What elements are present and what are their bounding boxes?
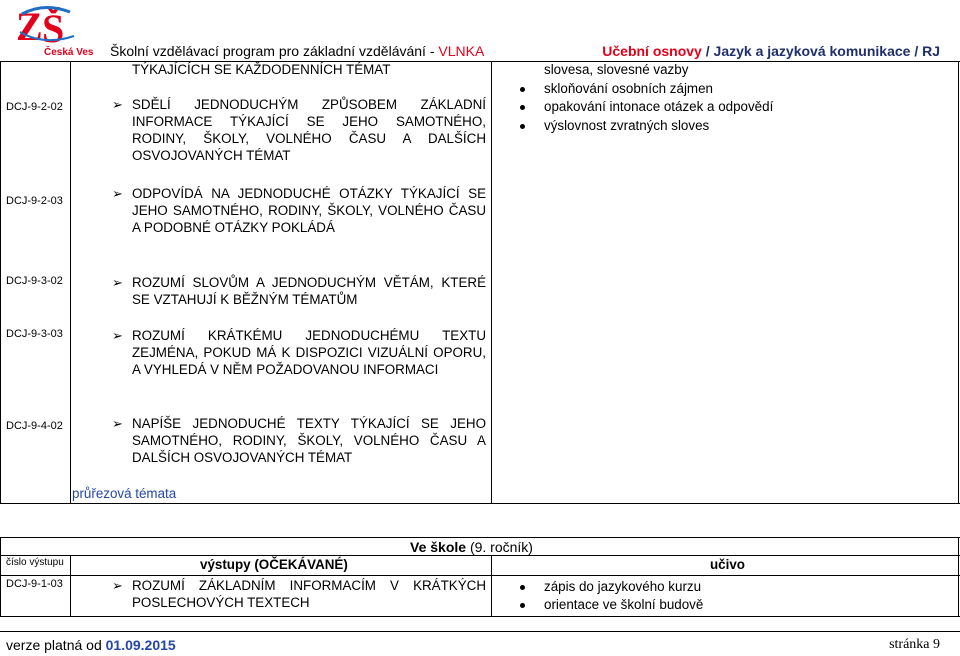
output-text: ODPOVÍDÁ NA JEDNODUCHÉ OTÁZKY TÝKAJÍCÍ SE JEHO SAMOTNÉHO, RODINY, ŠKOLY, VOLNÉHO ČASU A PODOBNÉ OTÁZKY POKLÁDÁ (132, 186, 486, 235)
table2-top-border (0, 537, 960, 538)
output-continued: TÝKAJÍCÍCH SE KAŽDODENNÍCH TÉMAT (132, 62, 391, 77)
table2-bottom-border (0, 616, 960, 617)
output-item (112, 415, 486, 466)
curriculum-bullet (520, 98, 773, 116)
header-program (110, 43, 484, 59)
table-left-border (0, 61, 1, 503)
arrow-bullet-icon: ➢ (112, 578, 123, 593)
header-brand: VLNKA (438, 43, 485, 59)
table2-col-code: číslo výstupu (6, 557, 64, 568)
output-code: DCJ-9-2-03 (6, 195, 63, 207)
curriculum-bullet (520, 80, 713, 98)
arrow-bullet-icon: ➢ (112, 416, 123, 431)
header-program-text: Školní vzdělávací program pro základní vzdělávání - (110, 43, 439, 59)
curriculum-text: zápis do jazykového kurzu (544, 579, 702, 594)
table2-header-border (0, 575, 960, 576)
table2-col-curriculum: učivo (710, 557, 745, 572)
curriculum-text: skloňování osobních zájmen (544, 81, 713, 96)
curriculum-bullet (520, 596, 703, 614)
school-logo (14, 2, 104, 58)
header-subject: / Jazyk a jazyková komunikace / RJ (701, 43, 940, 59)
curriculum-bullet (520, 578, 701, 596)
arrow-bullet-icon: ➢ (112, 97, 123, 112)
output-code: DCJ-9-4-02 (6, 420, 63, 432)
output-item (112, 96, 486, 164)
output-code: DCJ-9-3-03 (6, 328, 63, 340)
svg-text:Š: Š (42, 6, 65, 51)
table2-title: Ve škole (9. ročník) (410, 539, 533, 555)
cross-curricular-topics-link[interactable]: průřezová témata (72, 486, 177, 501)
output-text: SDĚLÍ JEDNODUCHÝM ZPŮSOBEM ZÁKLADNÍ INFORMACE TÝKAJÍCÍ SE JEHO SAMOTNÉHO, RODINY, ŠKOLY, VOLNÉHO ČASU A DALŠÍCH OSVOJOVANÝCH TÉMAT (132, 97, 486, 163)
table2-right-border (958, 537, 959, 616)
output-item (112, 274, 486, 308)
svg-text:Z: Z (16, 4, 43, 49)
output-code: DCJ-9-3-02 (6, 275, 63, 287)
header-curriculum: Učební osnovy (602, 43, 702, 59)
bullet-dot-icon (520, 124, 525, 129)
output-item (112, 577, 486, 611)
table2-col-outputs: výstupy (OČEKÁVANÉ) (200, 557, 348, 572)
bullet-dot-icon (520, 603, 525, 608)
footer-version (6, 637, 176, 653)
footer-date: 01.09.2015 (105, 637, 176, 653)
bullet-dot-icon (520, 105, 525, 110)
footer-prefix: verze platná od (6, 637, 106, 653)
output-text: NAPÍŠE JEDNODUCHÉ TEXTY TÝKAJÍCÍ SE JEHO SAMOTNÉHO, RODINY, ŠKOLY, VOLNÉHO ČASU A DALŠÍCH OSVOJOVANÝCH TÉMAT (132, 416, 486, 465)
curriculum-text: výslovnost zvratných sloves (544, 118, 710, 133)
table2-divider-code (70, 555, 71, 616)
page-number: stránka 9 (889, 637, 940, 652)
column-divider-code (70, 61, 71, 503)
output-text: ROZUMÍ SLOVŮM A JEDNODUCHÝM VĚTÁM, KTERÉ SE VZTAHUJÍ K BĚŽNÝM TÉMATŮM (132, 275, 486, 307)
curriculum-text: opakování intonace otázek a odpovědí (544, 99, 774, 114)
bullet-dot-icon (520, 585, 525, 590)
arrow-bullet-icon: ➢ (112, 275, 123, 290)
svg-text:Česká Ves: Česká Ves (44, 47, 94, 58)
table2-title-border (0, 555, 960, 556)
table2-title-rest: (9. ročník) (469, 539, 533, 555)
output-code: DCJ-9-1-03 (6, 578, 63, 590)
output-code: DCJ-9-2-02 (6, 101, 63, 113)
arrow-bullet-icon: ➢ (112, 186, 123, 201)
curriculum-text: orientace ve školní budově (544, 597, 704, 612)
output-item (112, 185, 486, 236)
bullet-dot-icon (520, 87, 525, 92)
table2-divider-outputs (491, 555, 492, 616)
table2-left-border (0, 537, 1, 616)
table-bottom-border (0, 503, 960, 504)
output-item (112, 327, 486, 378)
arrow-bullet-icon: ➢ (112, 328, 123, 343)
output-text: ROZUMÍ KRÁTKÉMU JEDNODUCHÉMU TEXTU ZEJMÉNA, POKUD MÁ K DISPOZICI VIZUÁLNÍ OPORU, A VYHLEDÁ V NĚM POŽADOVANOU INFORMACI (132, 328, 486, 377)
footer-rule (0, 631, 960, 632)
header-section (602, 43, 940, 59)
table-right-border (958, 61, 959, 503)
curriculum-item-plain (520, 61, 688, 79)
curriculum-text: slovesa, slovesné vazby (544, 62, 689, 77)
curriculum-bullet (520, 117, 709, 135)
column-divider-outputs (491, 61, 492, 503)
output-text: ROZUMÍ ZÁKLADNÍM INFORMACÍM V KRÁTKÝCH POSLECHOVÝCH TEXTECH (132, 578, 486, 610)
